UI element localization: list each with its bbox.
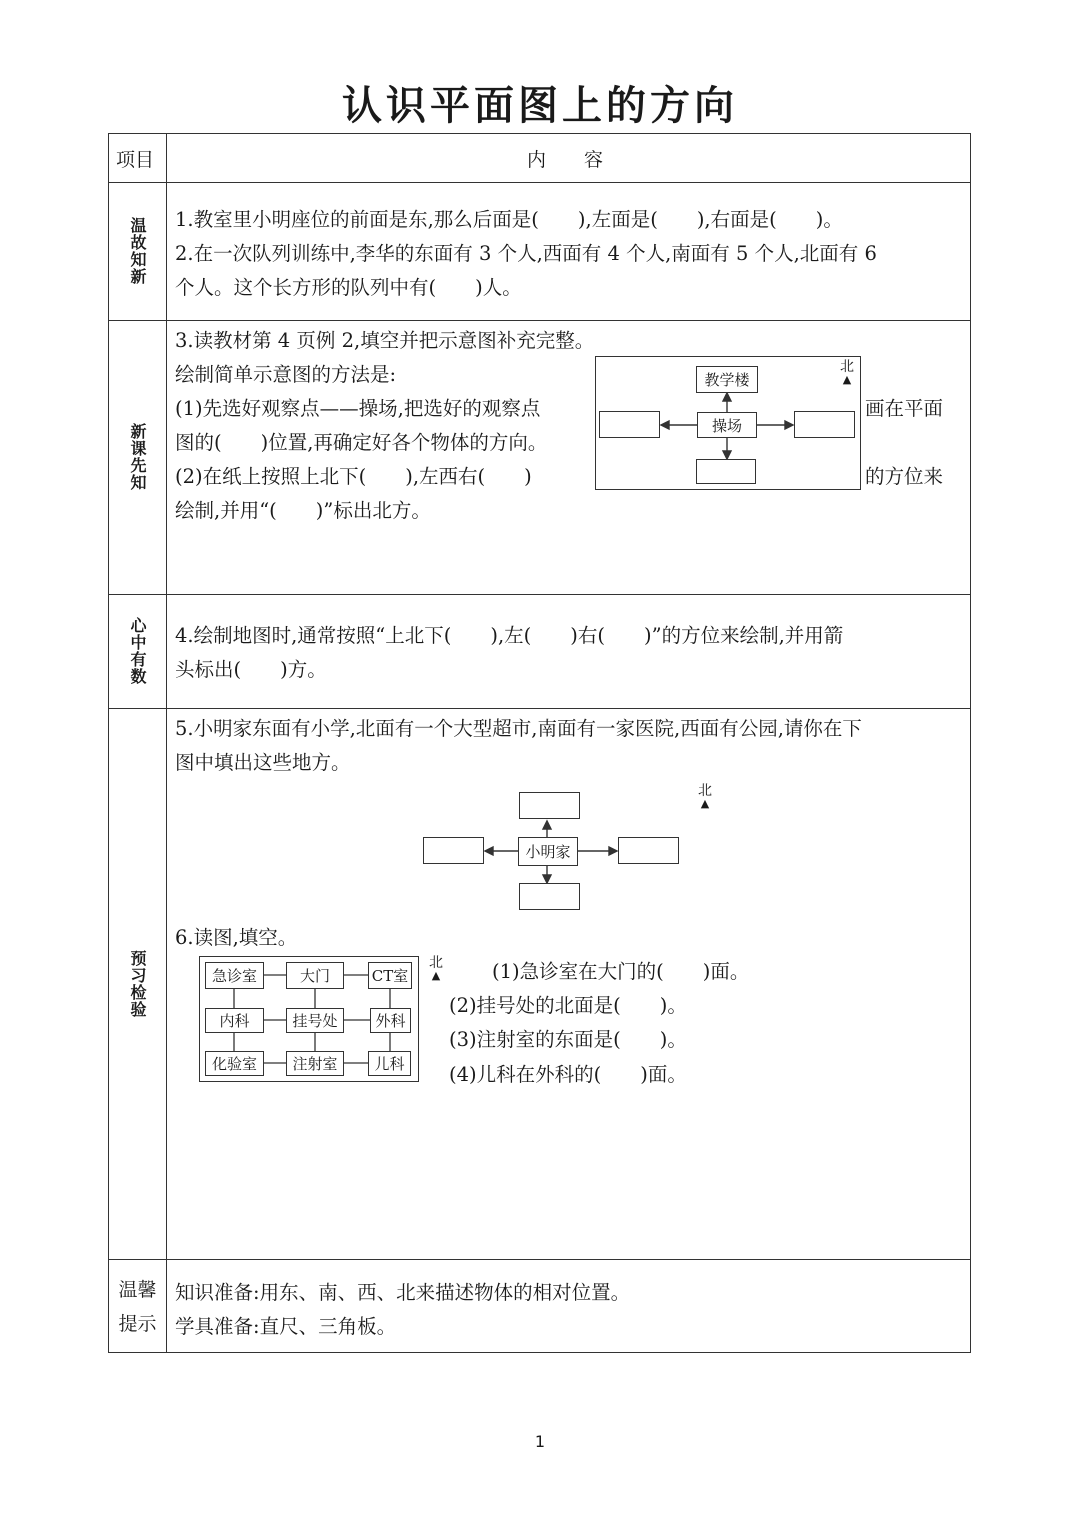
section-label-mind: 心中有数: [128, 617, 147, 685]
north-indicator: 北 ▲: [426, 956, 446, 982]
question-6-item-1: (1)急诊室在大门的( )面。: [492, 960, 750, 983]
room-registration: 挂号处: [286, 1008, 344, 1033]
tip-tools: 学具准备:直尺、三角板。: [175, 1315, 397, 1338]
room-pediatrics: 儿科: [368, 1051, 411, 1076]
question-6-item-2: (2)挂号处的北面是( )。: [449, 994, 687, 1017]
room-injection: 注射室: [286, 1051, 344, 1076]
section-label-tips: 温馨 提示: [118, 1278, 157, 1335]
section-label-review: 温故知新: [128, 217, 147, 285]
method-step-2-b: 绘制,并用“( )”标出北方。: [175, 499, 431, 522]
north-arrow-icon: ▲: [700, 797, 710, 810]
north-indicator: 北 ▲: [695, 784, 715, 810]
question-6-item-3: (3)注射室的东面是( )。: [449, 1028, 687, 1051]
header-item: 项目: [116, 149, 155, 171]
tip-knowledge: 知识准备:用东、南、西、北来描述物体的相对位置。: [175, 1281, 631, 1304]
method-step-1-b: 图的( )位置,再确定好各个物体的方向。: [175, 431, 548, 454]
box-playground: 操场: [697, 412, 757, 438]
box-teaching-building: 教学楼: [696, 366, 758, 393]
question-5-line-2: 图中填出这些地方。: [175, 751, 351, 774]
room-surgery: 外科: [370, 1008, 411, 1033]
method-step-2-end: 的方位来: [865, 465, 944, 488]
north-indicator: 北 ▲: [837, 360, 857, 386]
north-arrow-icon: ▲: [842, 373, 852, 386]
box-xiaoming-home: 小明家: [518, 837, 578, 866]
north-arrow-icon: ▲: [431, 969, 441, 982]
room-main-gate: 大门: [286, 962, 344, 989]
section-label-check: 预习检验: [128, 949, 147, 1018]
header-content: 内 容: [527, 149, 604, 171]
method-intro: 绘制简单示意图的方法是:: [175, 363, 397, 386]
question-2-line-1: 2.在一次队列训练中,李华的东面有 3 个人,西面有 4 个人,南面有 5 个人,北面有 6: [175, 242, 877, 265]
method-step-2-a: (2)在纸上按照上北下( ),左西右( ): [175, 465, 532, 488]
method-step-1-a: (1)先选好观察点——操场,把选好的观察点: [175, 397, 541, 420]
room-laboratory: 化验室: [205, 1051, 264, 1076]
page-number: 1: [534, 1432, 546, 1451]
page-title: 认识平面图上的方向: [342, 83, 738, 129]
question-4-line-1: 4.绘制地图时,通常按照“上北下( ),左( )右( )”的方位来绘制,并用箭: [175, 624, 844, 647]
question-1: 1.教室里小明座位的前面是东,那么后面是( ),左面是( ),右面是( )。: [175, 208, 843, 231]
question-3: 3.读教材第 4 页例 2,填空并把示意图补充完整。: [175, 329, 595, 352]
room-emergency: 急诊室: [205, 962, 264, 989]
room-internal-medicine: 内科: [205, 1008, 264, 1033]
method-step-1-end: 画在平面: [865, 397, 944, 420]
question-4-line-2: 头标出( )方。: [175, 658, 327, 681]
question-6: 6.读图,填空。: [175, 926, 298, 949]
room-ct: CT室: [368, 962, 412, 989]
question-5-line-1: 5.小明家东面有小学,北面有一个大型超市,南面有一家医院,西面有公园,请你在下: [175, 717, 862, 740]
section-label-preview: 新课先知: [128, 423, 147, 491]
question-2-line-2: 个人。这个长方形的队列中有( )人。: [175, 276, 522, 299]
question-6-item-4: (4)儿科在外科的( )面。: [449, 1063, 687, 1086]
